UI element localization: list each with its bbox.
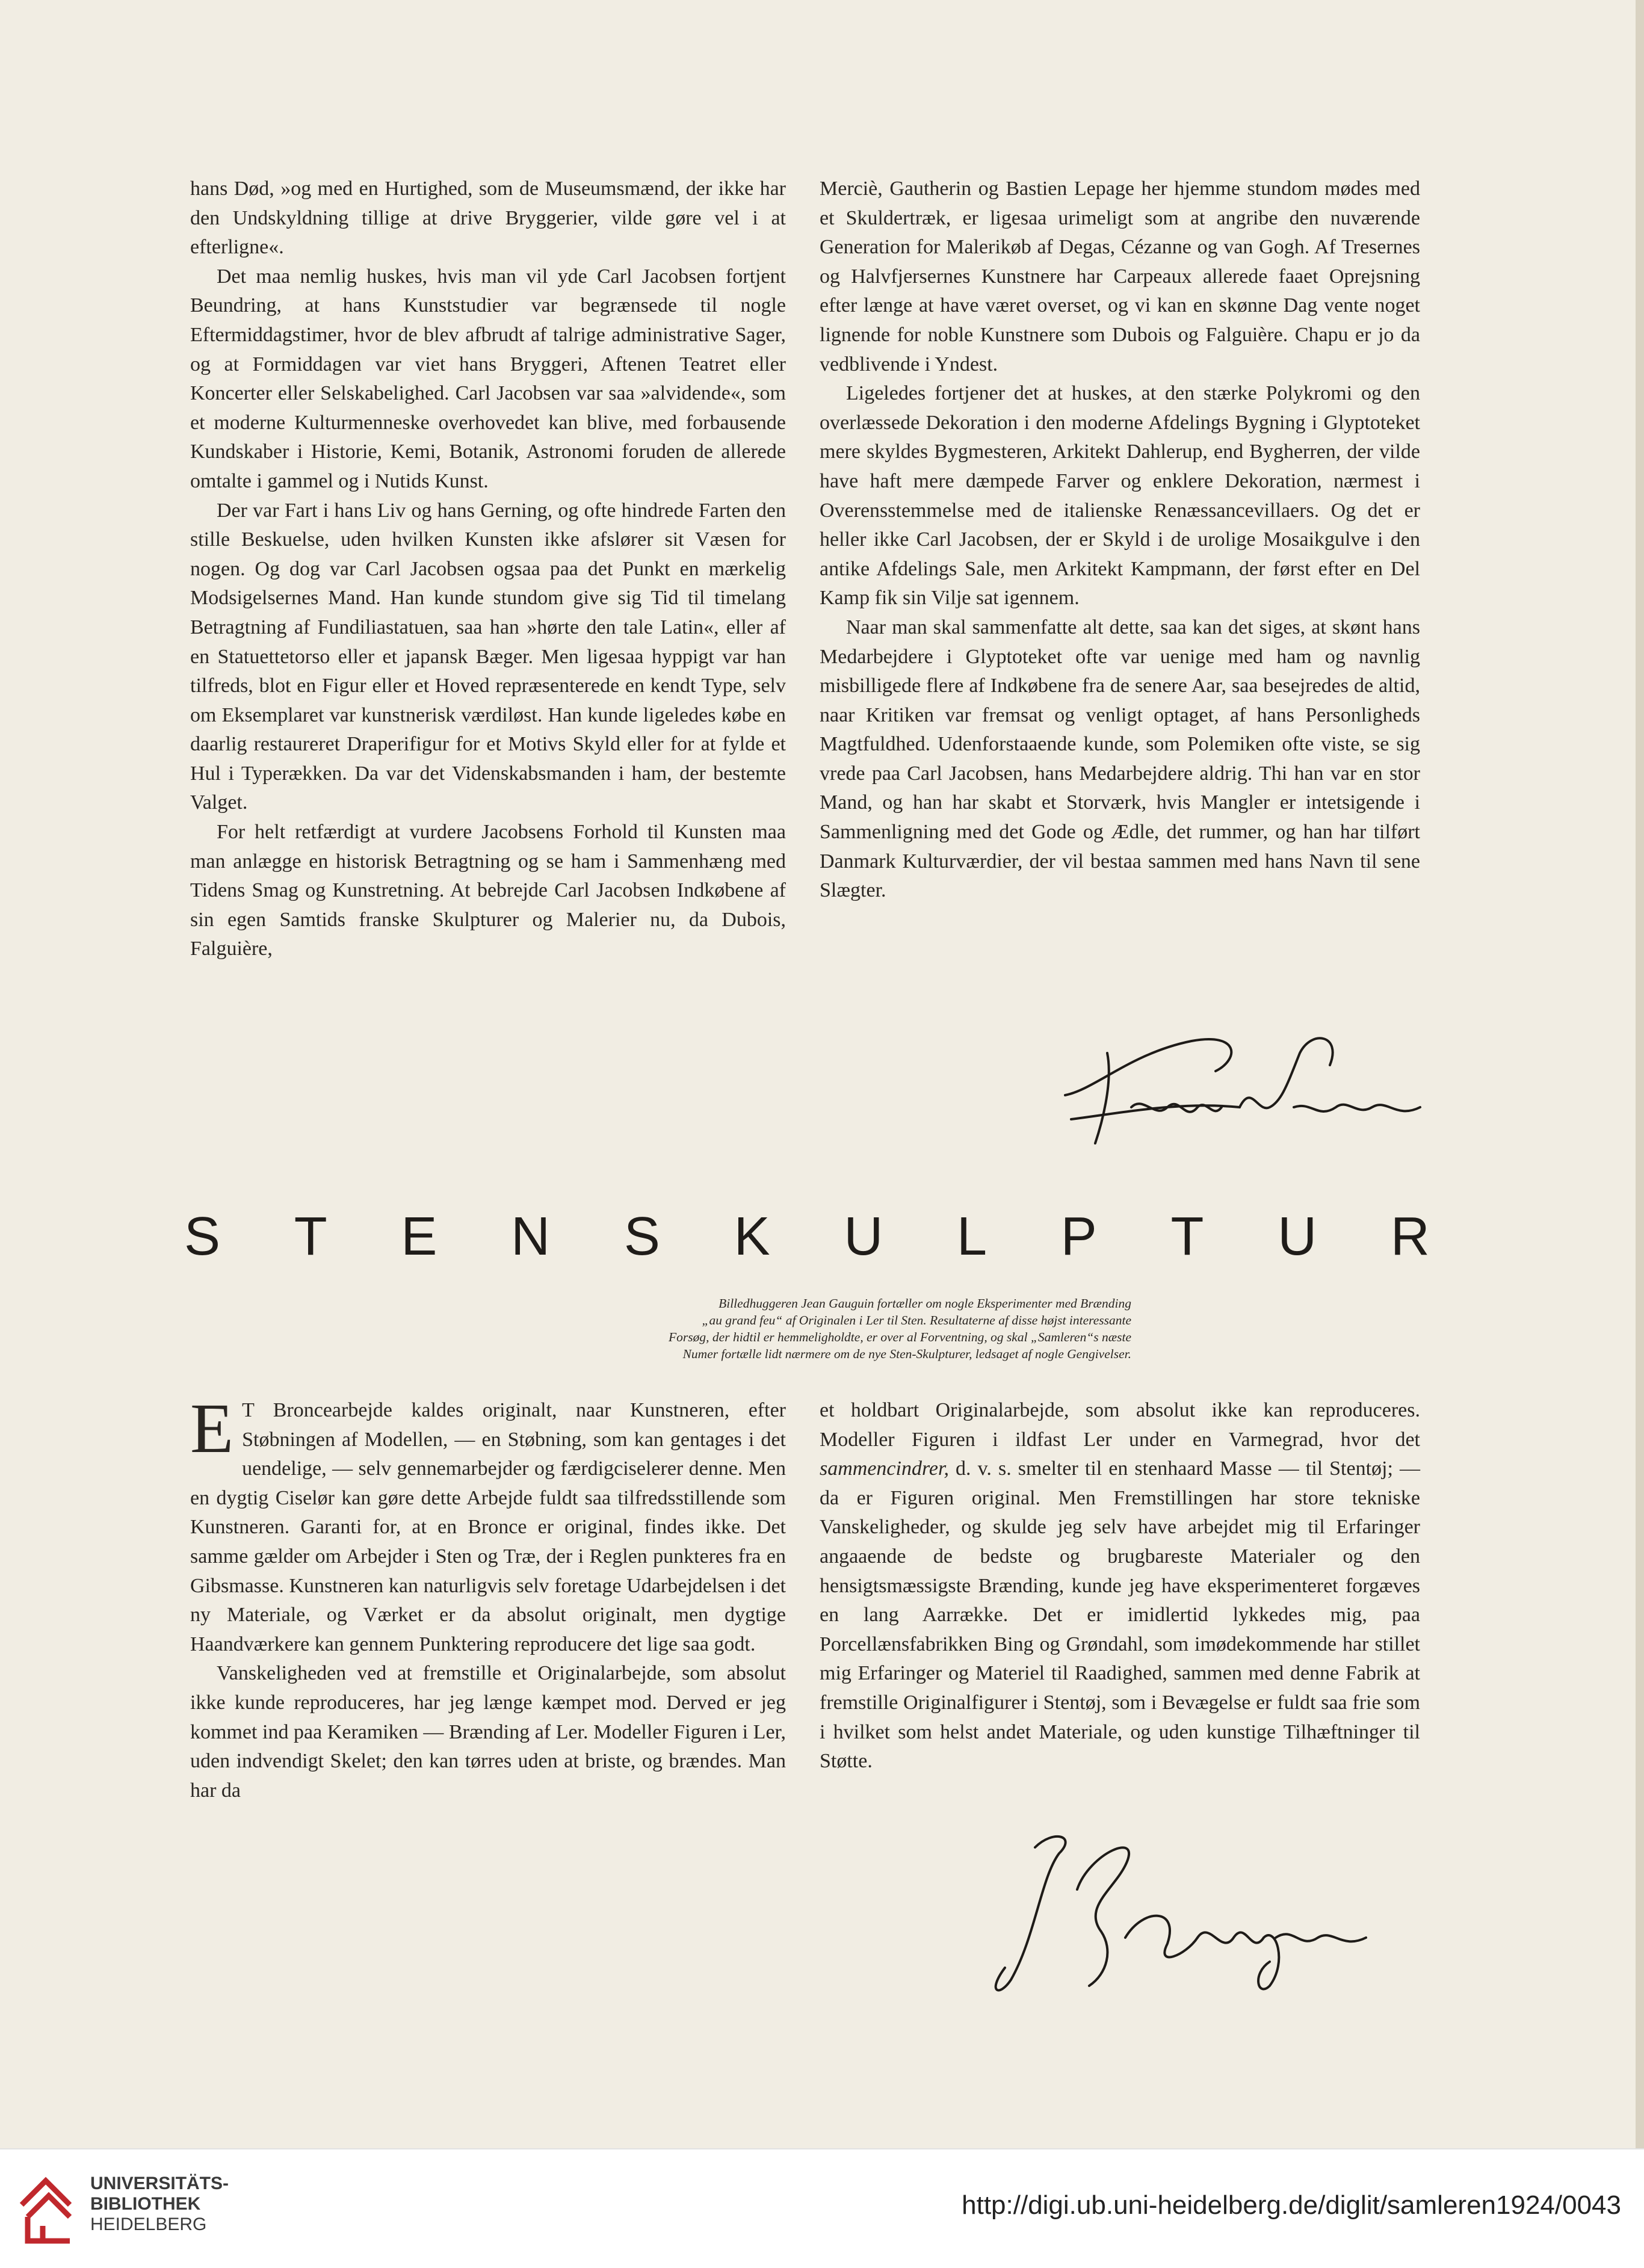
paragraph (190, 1389, 786, 1659)
paragraph: Ligeledes fortjener det at huskes, at den stærke Polykromi og den overlæssede Dekoration i den moderne Afdelings Bygning i Glyptoteket mere skyldes Bygmesteren, Arkitekt Dahlerup, end Bygherren, der vilde have haft mere dæmpede Farver og enklere Dekoration, nærmest i Overensstemmelse med de italienske Renæssancevillaers. Og det er heller ikke Carl Jacobsen, der er Skyld i de urolige Mosaikgulve i den antike Afdelings Sale, men Arkitekt Kampmann, der først efter en Del Kamp fik sin Vilje sat igennem. (820, 382, 1420, 610)
page-edge (1636, 0, 1644, 2148)
source-url-link[interactable]: http://digi.ub.uni-heidelberg.de/diglit/samleren1924/0043 (962, 2190, 1621, 2220)
library-name-line: HEIDELBERG (90, 2214, 207, 2234)
intro-line: Billedhuggeren Jean Gauguin fortæller om nogle Eksperimenter med Brænding (718, 1296, 1131, 1311)
title-letter: R (1390, 1207, 1430, 1267)
signature-frederik-poulsen (1059, 1009, 1432, 1161)
paragraph: Der var Fart i hans Liv og hans Gerning, og ofte hindrede Farten den stille Beskuelse, uden hvilken Kunsten ikke afslører sit Væsen for nogen. Og dog var Carl Jacobsen ogsaa paa det Punkt en mærkelig Modsigelsernes Mand. Han kunde stundom give sig Tid til timelang Betragtning af Fundiliastatuen, saa han »hørte den tale Latin«, eller af en Statuettetorso eller et japansk Bæger. Men ligesaa hyppigt var han tilfreds, blot en Figur eller et Hoved repræsenterede en kendt Type, selv om Eksemplaret var kunstnerisk værdiløst. Han kunde ligeledes købe en daarlig restaureret Draperifigur for et Motivs Skyld eller for at fylde et Hul i Typerækken. Da var det Videnskabsmanden i ham, der bestemte Valget. (190, 499, 786, 814)
drop-cap: E (190, 1389, 234, 1468)
title-letter: T (1170, 1207, 1204, 1267)
paragraph: Merciè, Gautherin og Bastien Lepage her hjemme stundom mødes med et Skuldertræk, er ligesaa urimeligt som at angribe den nuværende Generation for Malerikøb af Degas, Cézanne og van Gogh. Af Tresernes og Halvfjersernes Kunstnere har Carpeaux allerede faaet Oprejsning efter længe at have været overset, og vi kan en skønne Dag vente noget lignende for noble Kunstnere som Dubois og Falguière. Chapu er jo da vedblivende i Yndest. (820, 178, 1420, 375)
article-column-3 (190, 1389, 786, 1805)
article-column-1 (190, 175, 786, 964)
title-letter: N (511, 1207, 551, 1267)
article-column-4 (820, 1396, 1420, 1776)
article-column-2 (820, 175, 1420, 906)
signature-text: J. Gauguin (987, 1809, 1029, 1820)
paragraph-text: d. v. s. smelter til en stenhaard Masse — til Stentøj; — da er Figuren original. Men Fremstillingen har store tekniske Vanskeligheder, og skulde jeg selv have arbejdet mig til Erfaringer angaaende de bedste og brugbareste Materialer og den hensigtsmæssigste Brænding, kunde jeg have eksperimenteret forgæves en lang Aarrække. Det er imidlertid lykkedes mig, paa Porcellænsfabrikken Bing og Grøndahl, som imødekommende har stillet mig Erfaringer og Materiel til Raadighed, sammen med denne Fabrik at fremstille Originalfigurer i Stentøj, som i Bevægelse er fuldt saa frie som i hvilket som helst andet Materiale, og uden kunstige Tilhæftninger til Støtte. (820, 1457, 1420, 1773)
library-name (90, 2174, 229, 2235)
article-intro (421, 1295, 1131, 1362)
intro-line: Forsøg, der hidtil er hemmeligholdte, er over al Forventning, og skal „Samleren“s næste (669, 1330, 1131, 1344)
title-letter: U (844, 1207, 883, 1267)
intro-line: „au grand feu“ af Originalen i Ler til Sten. Resultaterne af disse højst interessante (702, 1313, 1131, 1327)
title-letter: S (184, 1207, 221, 1267)
library-footer (0, 2148, 1644, 2268)
title-letter: E (401, 1207, 437, 1267)
paragraph: Vanskeligheden ved at fremstille et Originalarbejde, som absolut ikke kunde reproduceres, har jeg længe kæmpet mod. Derved er jeg kommet ind paa Keramiken — Brænding af Ler. Modeller Figuren i Ler, uden indvendigt Skelet; den kan tørres uden at briste, og brændes. Man har da (190, 1662, 786, 1802)
paragraph: For helt retfærdigt at vurdere Jacobsens Forhold til Kunsten maa man anlægge en historisk Betragtning og se ham i Sammenhæng med Tidens Smag og Kunstretning. At bebrejde Carl Jacobsen Indkøbene af sin egen Samtids franske Skulpturer og Malerier nu, da Dubois, Falguière, (190, 821, 786, 960)
section-title (184, 1204, 1430, 1270)
university-library-logo-icon (16, 2169, 82, 2247)
signature-text: Frederik Poulsen (1059, 1009, 1125, 1019)
title-letter: U (1278, 1207, 1317, 1267)
title-letter: P (1060, 1207, 1097, 1267)
emphasis: sammencindrer, (820, 1457, 949, 1480)
paragraph-text: et holdbart Originalarbejde, som absolut ikke kan reproduceres. Modeller Figuren i ildfast Ler under en Varmegrad, hvor det (820, 1399, 1420, 1451)
title-letter: L (957, 1207, 987, 1267)
title-letter: T (294, 1207, 327, 1267)
title-letter: S (623, 1207, 660, 1267)
paragraph: Det maa nemlig huskes, hvis man vil yde Carl Jacobsen fortjent Beundring, at hans Kunststudier var begrænsede til nogle Eftermiddagstimer, hvor de blev afbrudt af talrige administrative Sager, og at Formiddagen var viet hans Bryggeri, Aftenen Teatret eller Koncerter eller Selskabelighed. Carl Jacobsen var saa »alvidende«, som et moderne Kulturmenneske overhovedet kan blive, med forbausende Kundskaber i Historie, Kemi, Botanik, Astronomi foruden de allerede omtalte i gammel og i Nutids Kunst. (190, 265, 786, 492)
paragraph: hans Død, »og med en Hurtighed, som de Museumsmænd, der ikke har den Undskyldning tillige at drive Bryggerier, vilde gøre vel i at efterligne«. (190, 178, 786, 259)
library-name-line: BIBLIOTHEK (90, 2194, 201, 2214)
intro-line: Numer fortælle lidt nærmere om de nye Sten-Skulpturer, ledsaget af nogle Gengivelser. (682, 1347, 1131, 1361)
library-name-line: UNIVERSITÄTS- (90, 2174, 229, 2193)
paragraph (820, 1396, 1420, 1776)
signature-j-gauguin (987, 1809, 1384, 2010)
title-letter: K (734, 1207, 770, 1267)
paragraph-text: T Broncearbejde kaldes originalt, naar Kunstneren, efter Støbningen af Modellen, — en Støbning, som kan gentages i det uendelige, — selv gennemarbejder og færdigciselerer denne. Men en dygtig Ciselør kan gøre dette Arbejde fuldt saa tilfredsstillende som Kunstneren. Garanti for, at en Bronce er original, findes ikke. Det samme gælder om Arbejder i Sten og Træ, der i Reglen punkteres fra en Gibsmasse. Kunstneren kan naturligvis selv foretage Udarbejdelsen i det ny Materiale, og Værket er da absolut originalt, men dygtige Haandværkere kan gennem Punktering reproducere det lige saa godt. (190, 1399, 786, 1655)
paragraph: Naar man skal sammenfatte alt dette, saa kan det siges, at skønt hans Medarbejdere i Glyptoteket ofte var uenige med ham og navnlig misbilligede flere af Indkøbene fra de senere Aar, saa besejredes de altid, naar Kritiken var fremsat og venligt optaget, af hans Personligheds Magtfuldhed. Udenforstaaende kunde, som Polemiken ofte viste, se sig vrede paa Carl Jacobsen, hans Medarbejdere aldrig. Thi han var en stor Mand, og han har skabt et Storværk, hvis Mangler er intetsigende i Sammenligning med det Gode og Ædle, det rummer, og han har tilført Danmark Kulturværdier, der vil bestaa sammen med hans Navn til sene Slægter. (820, 616, 1420, 902)
